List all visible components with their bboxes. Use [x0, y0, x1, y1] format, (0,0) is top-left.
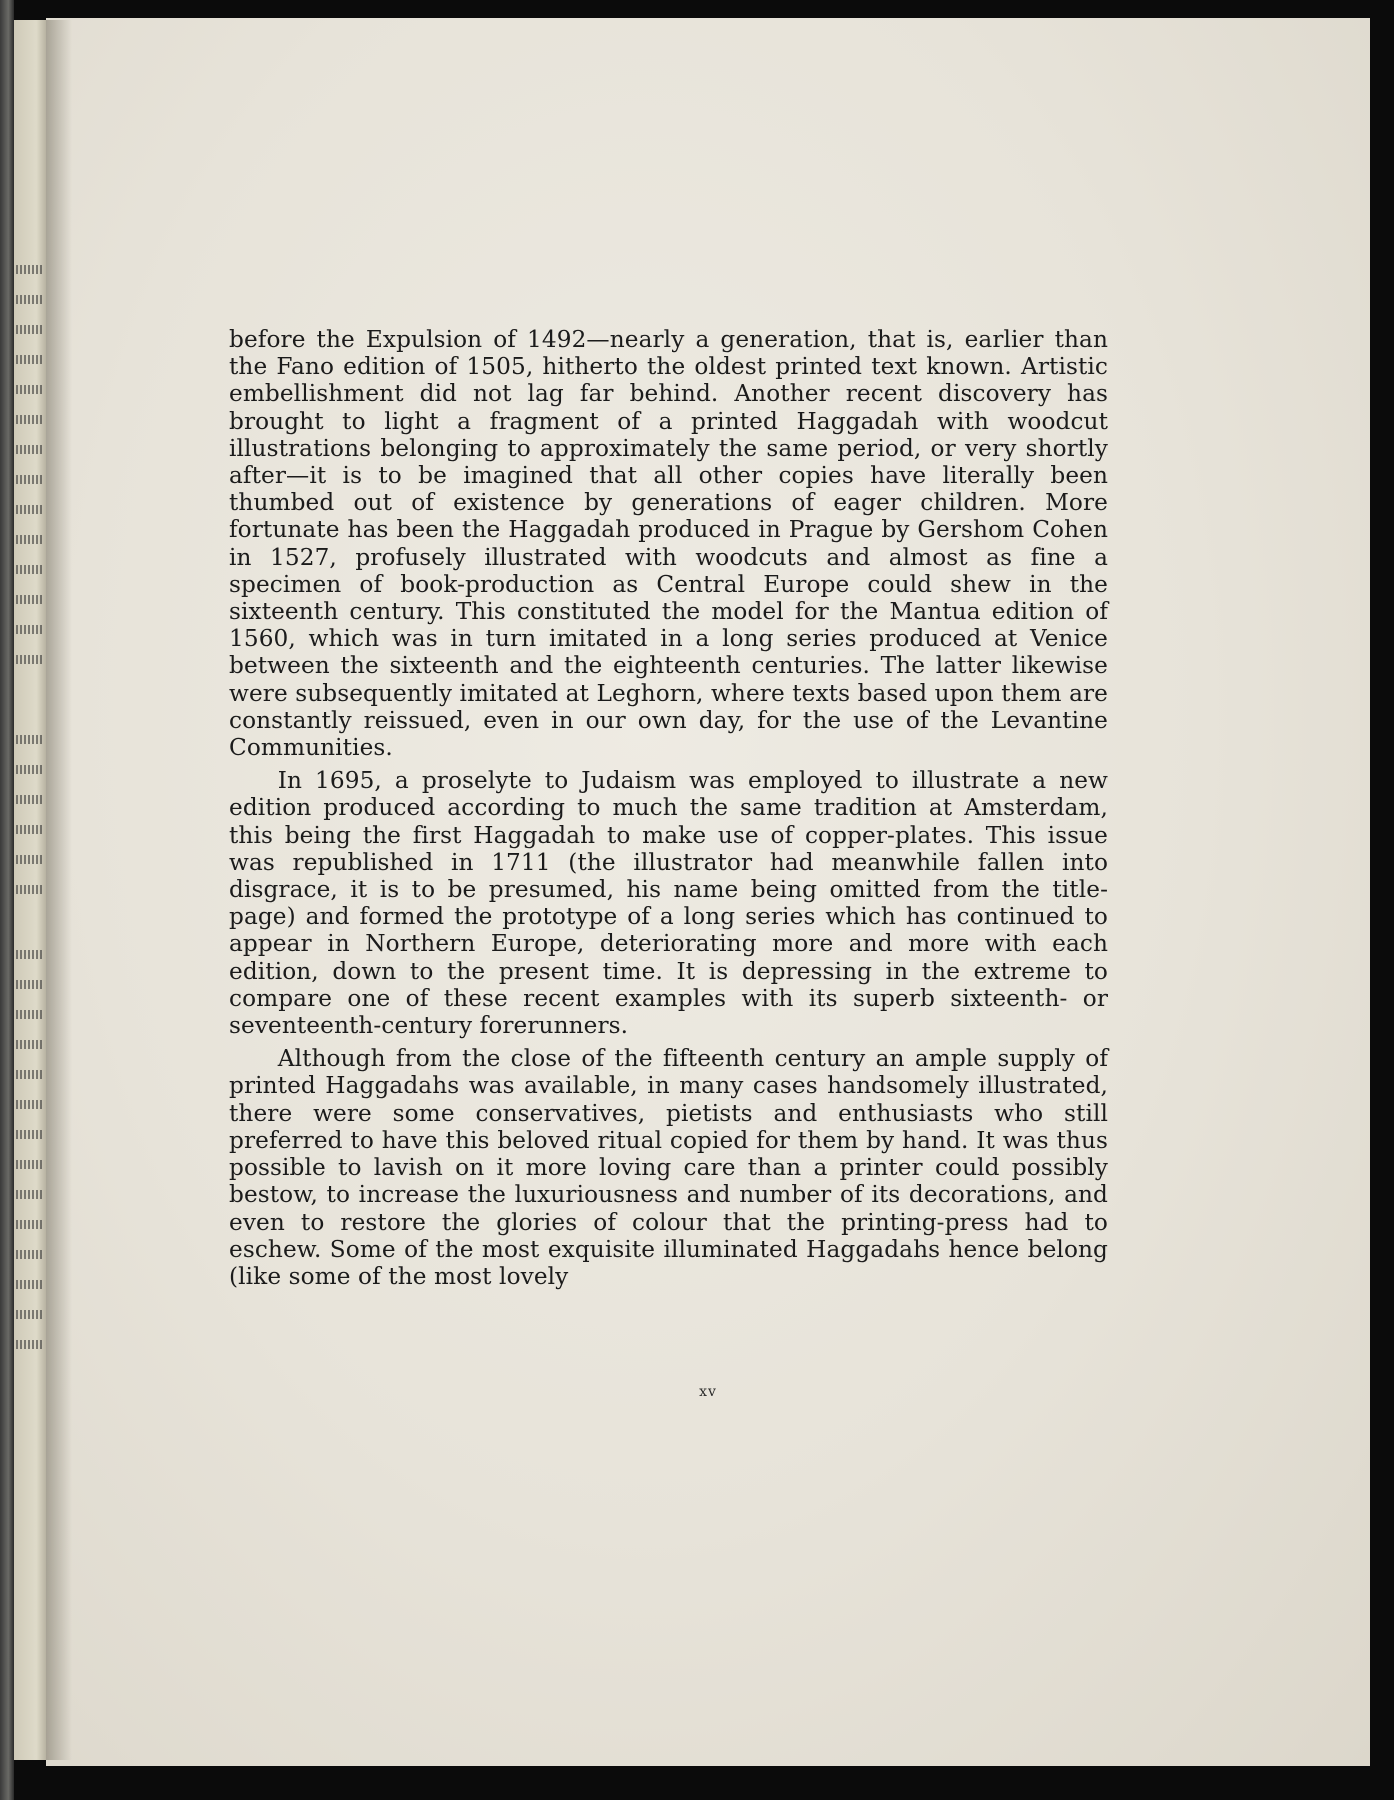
paragraph-3: Although from the close of the fifteenth century an ample supply of printed Haggadahs was available, in many cases handsomely illustrated, there were some conservatives, pietists and enthusiasts who still preferred to have this beloved ritual copied for them by hand. It was thus possible to lavish on it more loving care than a printer could possibly bestow, to increase the luxuriousness and number of its decorations, and even to restore the glories of colour that the printing-press had to eschew. Some of the most exquisite illuminated Haggadahs hence belong (like some of the most lovely [229, 1045, 1108, 1290]
binding-edge [0, 0, 14, 1800]
facing-page-text-fragment [16, 385, 44, 394]
facing-page-text-fragment [16, 265, 44, 274]
body-text [229, 326, 1108, 1290]
facing-page-text-fragment [16, 355, 44, 364]
facing-page-text-fragment [16, 950, 44, 959]
facing-page-text-fragment [16, 1250, 44, 1259]
facing-page-text-fragment [16, 735, 44, 744]
facing-page-text-fragment [16, 765, 44, 774]
facing-page-text-fragment [16, 1130, 44, 1139]
paragraph-2: In 1695, a proselyte to Judaism was employed to illustrate a new edition produced according to much the same tradition at Amsterdam, this being the first Haggadah to make use of copper-plates. This issue was republished in 1711 (the illustrator had meanwhile fallen into disgrace, it is to be presumed, his name being omitted from the title-page) and formed the prototype of a long series which has continued to appear in Northern Europe, deteriorating more and more with each edition, down to the present time. It is depressing in the extreme to compare one of these recent examples with its superb sixteenth- or seventeenth-century forerunners. [229, 767, 1108, 1040]
facing-page-text-fragment [16, 1220, 44, 1229]
facing-page-text-fragment [16, 445, 44, 454]
facing-page-text-fragment [16, 295, 44, 304]
facing-page-text-fragment [16, 1040, 44, 1049]
facing-page-text-fragment [16, 1340, 44, 1349]
facing-page-text-fragment [16, 595, 44, 604]
facing-page-text-fragment [16, 825, 44, 834]
paragraph-1: before the Expulsion of 1492—nearly a generation, that is, earlier than the Fano edition of 1505, hitherto the oldest printed text known. Artistic embellishment did not lag far behind. Another recent discovery has brought to light a fragment of a printed Haggadah with woodcut illustrations belonging to approximately the same period, or very shortly after—it is to be imagined that all other copies have literally been thumbed out of existence by generations of eager children. More fortunate has been the Haggadah produced in Prague by Gershom Cohen in 1527, profusely illustrated with woodcuts and almost as fine a specimen of book-production as Central Europe could shew in the sixteenth century. This constituted the model for the Mantua edition of 1560, which was in turn imitated in a long series produced at Venice between the sixteenth and the eighteenth centuries. The latter likewise were subsequently imitated at Leghorn, where texts based upon them are constantly reissued, even in our own day, for the use of the Levantine Communities. [229, 326, 1108, 762]
facing-page-text-fragment [16, 1070, 44, 1079]
facing-page-text-fragment [16, 415, 44, 424]
facing-page-text-fragment [16, 1190, 44, 1199]
gutter-shadow [46, 20, 72, 1760]
facing-page-text-fragment [16, 885, 44, 894]
facing-page-edge [14, 20, 46, 1760]
book-page [46, 18, 1370, 1766]
facing-page-text-fragment [16, 505, 44, 514]
facing-page-text-fragment [16, 535, 44, 544]
facing-page-text-fragment [16, 655, 44, 664]
facing-page-text-fragment [16, 855, 44, 864]
page-number: xv [699, 1384, 717, 1400]
facing-page-text-fragment [16, 1010, 44, 1019]
facing-page-text-fragment [16, 625, 44, 634]
facing-page-text-fragment [16, 1280, 44, 1289]
facing-page-text-fragment [16, 565, 44, 574]
facing-page-text-fragment [16, 980, 44, 989]
facing-page-text-fragment [16, 475, 44, 484]
facing-page-text-fragment [16, 795, 44, 804]
facing-page-text-fragment [16, 1100, 44, 1109]
facing-page-text-fragment [16, 325, 44, 334]
facing-page-text-fragment [16, 1310, 44, 1319]
facing-page-text-fragment [16, 1160, 44, 1169]
